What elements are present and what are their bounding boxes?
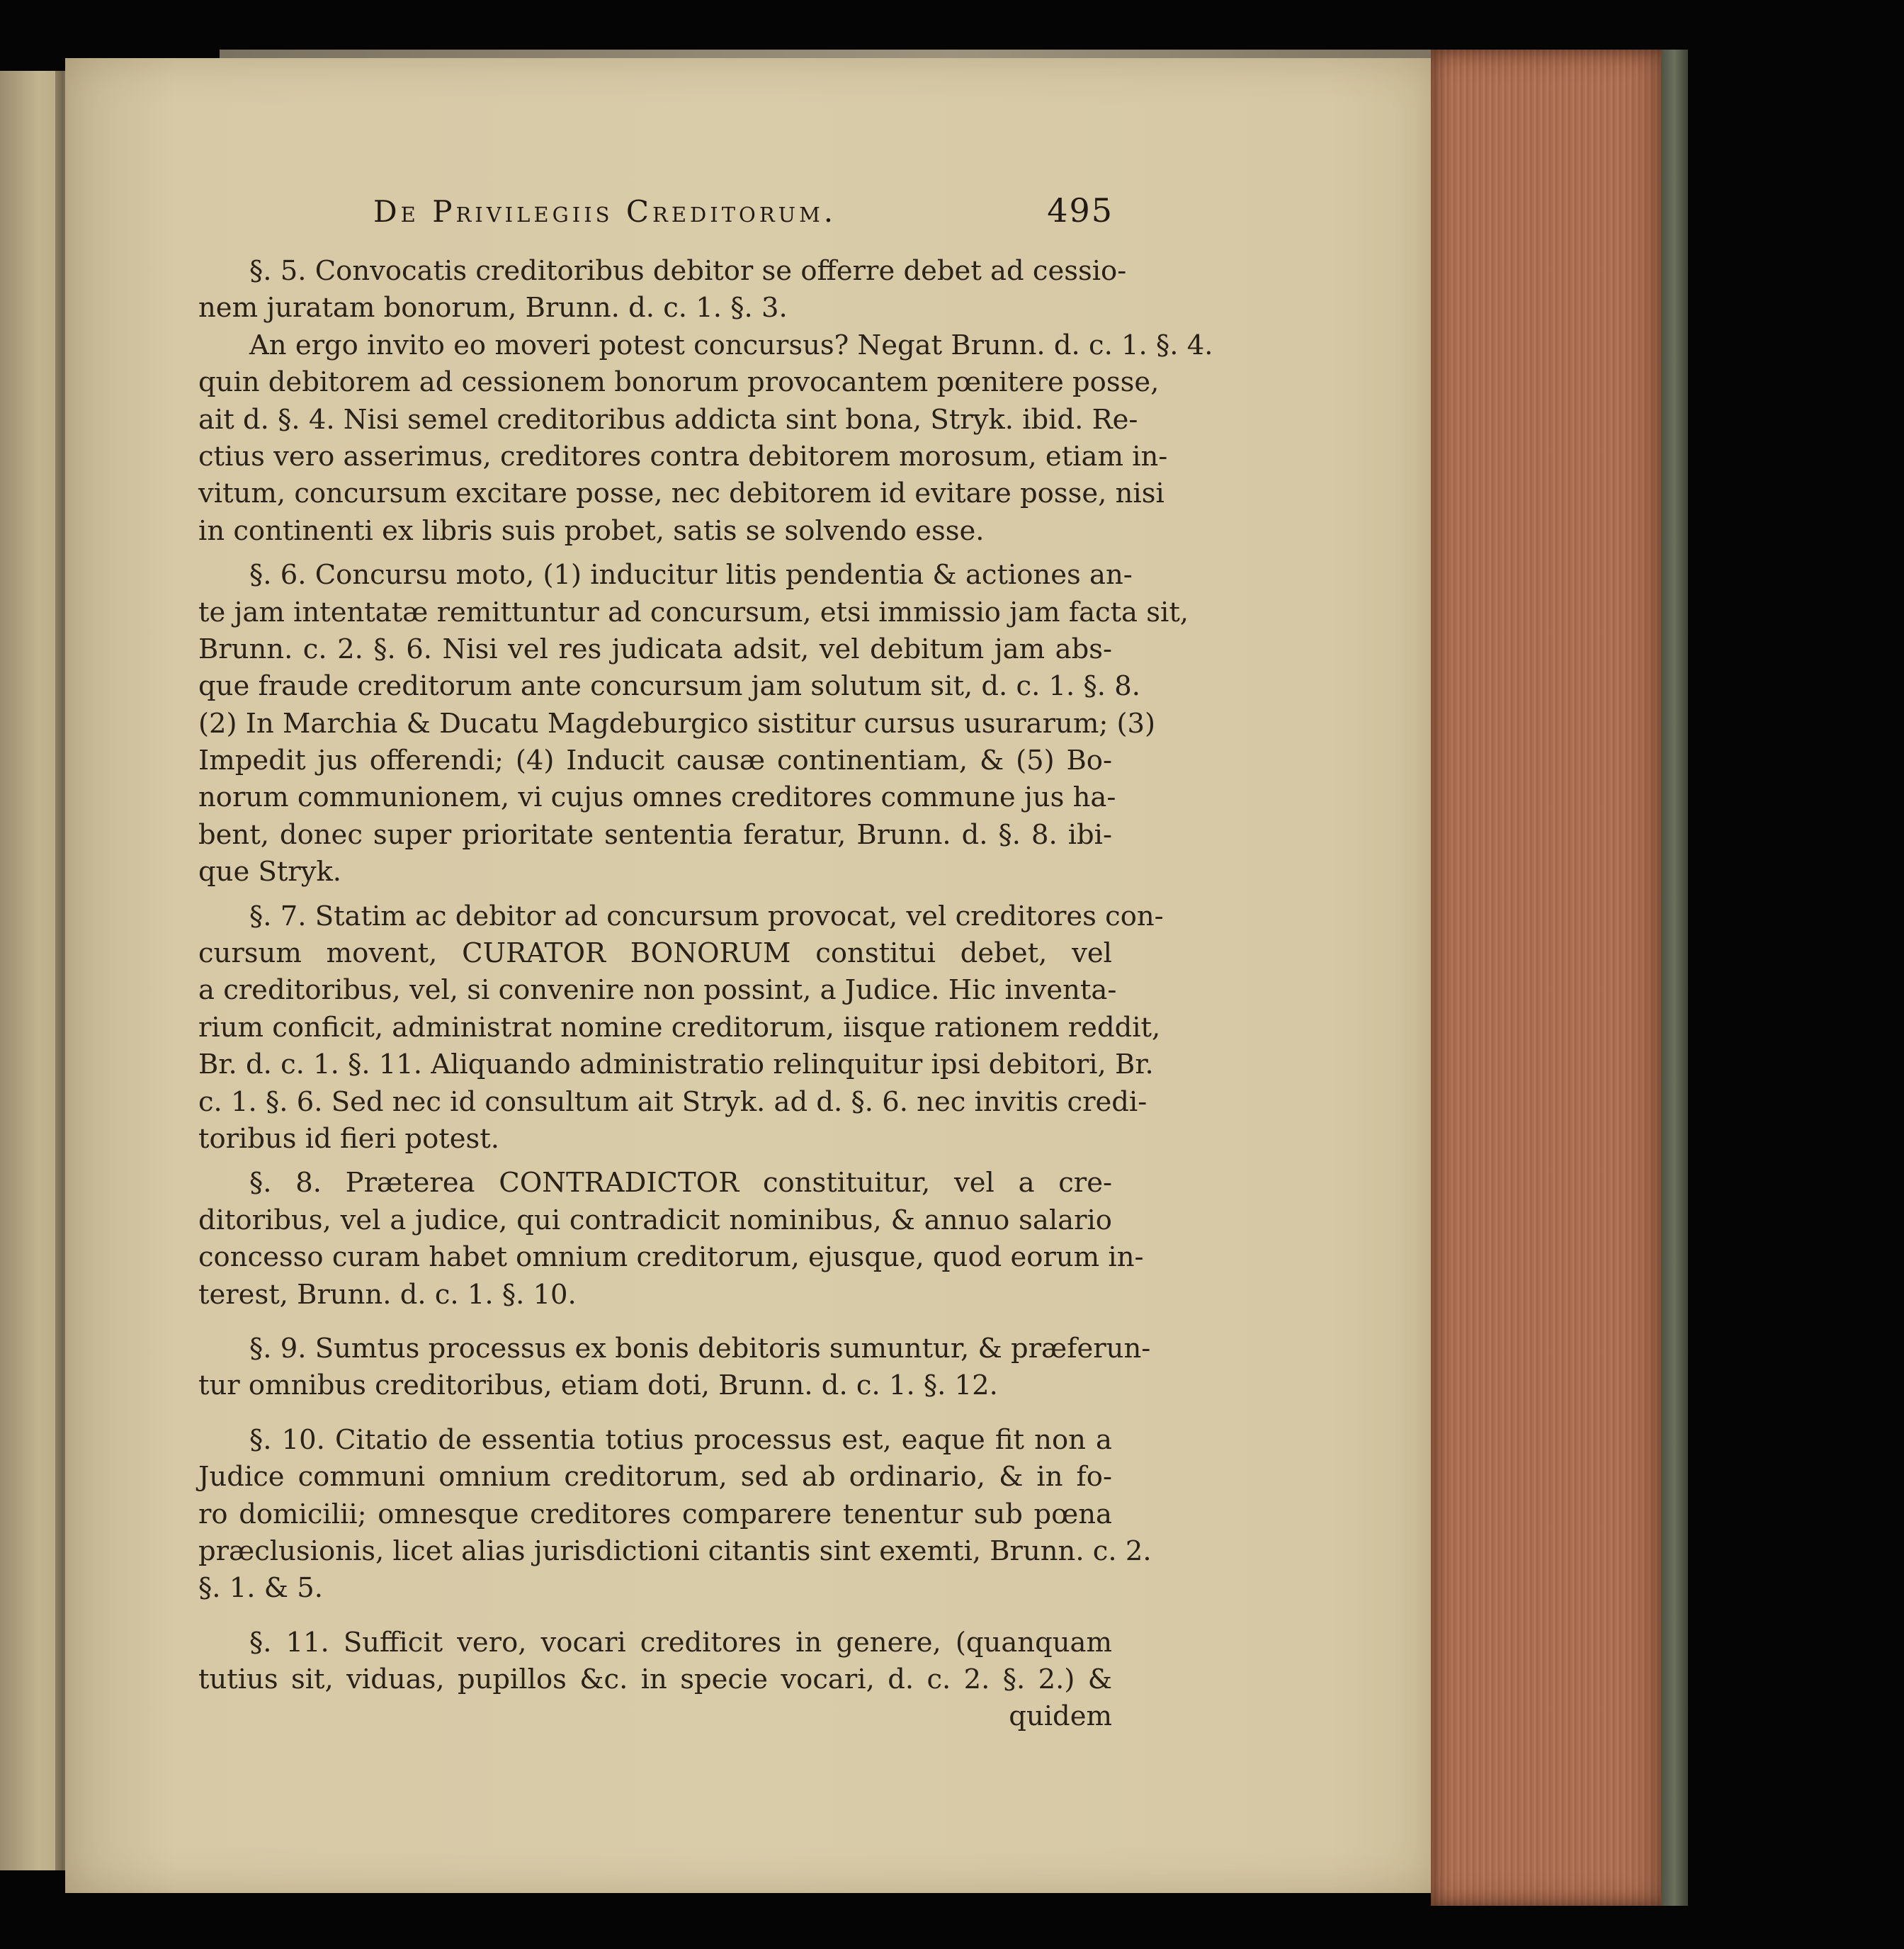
text-line: §. 10. Citatio de essentia totius processus est, eaque fit non a (249, 1423, 1112, 1456)
text-line: te jam intentatæ remittuntur ad concursum, etsi immissio jam facta sit, (198, 596, 1189, 628)
page-body (198, 255, 1213, 1738)
text-line: ditoribus, vel a judice, qui contradicit nominibus, & annuo salario (198, 1204, 1112, 1236)
text-line: terest, Brunn. d. c. 1. §. 10. (198, 1278, 577, 1311)
text-line: §. 8. Præterea CONTRADICTOR constituitur, vel a cre- (249, 1167, 1112, 1199)
text-line: quin debitorem ad cessionem bonorum provocantem pœnitere posse, (198, 366, 1160, 399)
text-line: præclusionis, licet alias jurisdictioni citantis sint exemti, Brunn. c. 2. (198, 1535, 1152, 1567)
text-line: Judice communi omnium creditorum, sed ab ordinario, & in fo- (198, 1461, 1112, 1493)
page-header (200, 191, 1114, 234)
text-line: c. 1. §. 6. Sed nec id consultum ait Stryk. ad d. §. 6. nec invitis credi- (198, 1085, 1148, 1118)
text-line: ait d. §. 4. Nisi semel creditoribus addicta sint bona, Stryk. ibid. Re- (198, 403, 1138, 436)
text-line: que fraude creditorum ante concursum jam solutum sit, d. c. 1. §. 8. (198, 670, 1140, 703)
running-title: De Privilegiis Creditorum. (373, 194, 837, 229)
text-line: tur omnibus creditoribus, etiam doti, Brunn. d. c. 1. §. 12. (198, 1369, 998, 1402)
text-line: nem juratam bonorum, Brunn. d. c. 1. §. 3. (198, 292, 788, 324)
text-line: ro domicilii; omnesque creditores comparere tenentur sub pœna (198, 1498, 1112, 1530)
text-line: §. 5. Convocatis creditoribus debitor se offerre debet ad cessio- (249, 255, 1127, 287)
text-line: §. 1. & 5. (198, 1572, 323, 1605)
paragraph (198, 255, 1213, 552)
page-number: 495 (1047, 191, 1114, 230)
catchword: quidem (1009, 1700, 1112, 1733)
text-line: norum communionem, vi cujus omnes creditores commune jus ha- (198, 781, 1116, 814)
paragraph (198, 1627, 1112, 1701)
text-line: §. 6. Concursu moto, (1) inducitur litis pendentia & actiones an- (249, 559, 1133, 592)
text-line: cursum movent, CURATOR BONORUM constitui debet, vel (198, 937, 1112, 970)
text-line: ctius vero asserimus, creditores contra debitorem morosum, etiam in- (198, 440, 1168, 473)
text-line: tutius sit, viduas, pupillos &c. in specie vocari, d. c. 2. §. 2.) & (198, 1663, 1112, 1696)
text-line: §. 9. Sumtus processus ex bonis debitoris sumuntur, & præferun- (249, 1332, 1151, 1365)
page-block-fore-edge (1431, 50, 1672, 1906)
text-line: bent, donec super prioritate sententia feratur, Brunn. d. §. 8. ibi- (198, 818, 1112, 851)
text-line: vitum, concursum excitare posse, nec debitorem id evitare posse, nisi (198, 478, 1164, 510)
text-line: Impedit jus offerendi; (4) Inducit causæ continentiam, & (5) Bo- (198, 745, 1112, 777)
text-line: que Stryk. (198, 856, 342, 888)
paragraph (198, 559, 1189, 893)
text-line: §. 11. Sufficit vero, vocari creditores in genere, (quanquam (249, 1626, 1112, 1659)
book-cover-edge (1661, 50, 1688, 1906)
paragraph (198, 900, 1164, 1160)
paragraph (198, 1423, 1152, 1610)
text-line: a creditoribus, vel, si convenire non possint, a Judice. Hic inventa- (198, 974, 1117, 1007)
text-line: concesso curam habet omnium creditorum, ejusque, quod eorum in- (198, 1241, 1144, 1274)
text-line: Brunn. c. 2. §. 6. Nisi vel res judicata adsit, vel debitum jam abs- (198, 633, 1112, 665)
text-line: §. 7. Statim ac debitor ad concursum provocat, vel creditores con- (249, 900, 1164, 932)
text-line: rium conficit, administrat nomine creditorum, iisque rationem reddit, (198, 1011, 1161, 1044)
text-line: toribus id fieri potest. (198, 1122, 499, 1155)
paragraph (198, 1167, 1144, 1316)
text-line: in continenti ex libris suis probet, satis se solvendo esse. (198, 514, 985, 547)
facing-page-edge (0, 71, 64, 1870)
text-line: Br. d. c. 1. §. 11. Aliquando administratio relinquitur ipsi debitori, Br. (198, 1049, 1154, 1081)
text-line: (2) In Marchia & Ducatu Magdeburgico sistitur cursus usurarum; (3) (198, 707, 1156, 740)
paragraph (198, 1332, 1151, 1407)
text-line: An ergo invito eo moveri potest concursus? Negat Brunn. d. c. 1. §. 4. (249, 329, 1213, 361)
